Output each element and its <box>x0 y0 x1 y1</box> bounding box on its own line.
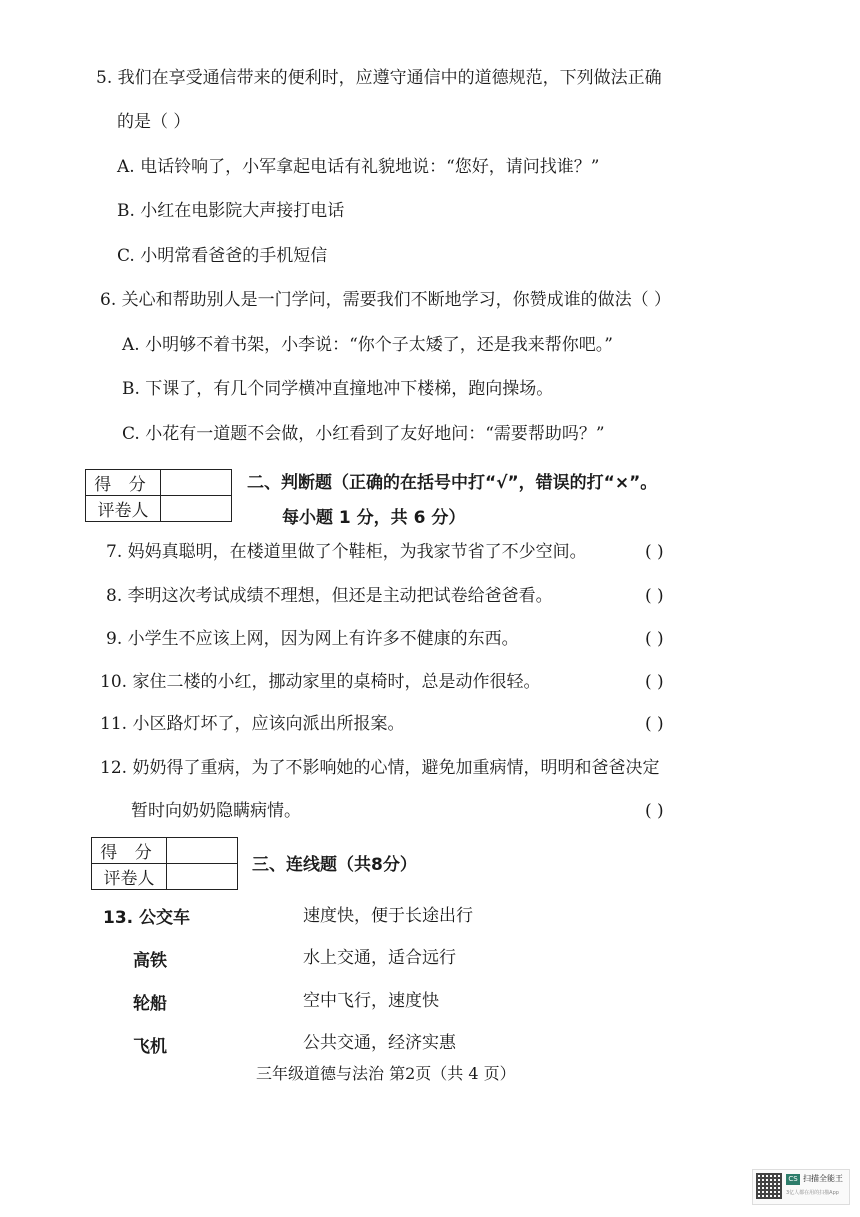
answer-paren-7[interactable]: ( ) <box>645 542 664 562</box>
score-box-section2 <box>85 469 232 522</box>
section2-title-line2: 每小题 1 分，共 6 分） <box>282 508 466 528</box>
judge-item-9: 9. 小学生不应该上网，因为网上有许多不健康的东西。 <box>106 629 519 649</box>
section2-title-line1: 二、判断题（正确的在括号中打“√”，错误的打“×”。 <box>247 473 658 493</box>
match-left-ship: 轮船 <box>133 994 167 1014</box>
answer-paren-8[interactable]: ( ) <box>645 586 664 606</box>
answer-paren-11[interactable]: ( ) <box>645 714 664 734</box>
q6-option-c: C. 小花有一道题不会做，小红看到了友好地问：“需要帮助吗？” <box>122 424 605 444</box>
cs-logo: CS <box>786 1174 800 1185</box>
scanner-badge <box>752 1169 850 1205</box>
page-footer: 三年级道德与法治 第2页（共 4 页） <box>256 1064 516 1083</box>
score-box-section3 <box>91 837 238 890</box>
judge-item-11: 11. 小区路灯坏了，应该向派出所报案。 <box>100 714 405 734</box>
grader-cell[interactable] <box>167 864 238 890</box>
q6-stem: 6. 关心和帮助别人是一门学问，需要我们不断地学习，你赞成谁的做法（ ） <box>100 290 672 310</box>
match-right-4: 公共交通，经济实惠 <box>303 1033 456 1053</box>
grader-cell[interactable] <box>161 496 232 522</box>
score-cell[interactable] <box>161 470 232 496</box>
q6-option-a: A. 小明够不着书架，小李说：“你个子太矮了，还是我来帮你吧。” <box>122 335 613 355</box>
grader-label: 评卷人 <box>92 864 167 890</box>
q6-option-b: B. 下课了，有几个同学横冲直撞地冲下楼梯，跑向操场。 <box>122 379 554 399</box>
match-right-1: 速度快，便于长途出行 <box>303 906 473 926</box>
match-left-bus: 13. 公交车 <box>103 908 191 928</box>
answer-paren-12[interactable]: ( ) <box>645 801 664 821</box>
grader-label: 评卷人 <box>86 496 161 522</box>
answer-paren-9[interactable]: ( ) <box>645 629 664 649</box>
match-left-hsr: 高铁 <box>133 951 167 971</box>
q5-option-b: B. 小红在电影院大声接打电话 <box>117 201 345 221</box>
judge-item-12: 12. 奶奶得了重病，为了不影响她的心情，避免加重病情，明明和爸爸决定 <box>100 758 660 778</box>
score-label: 得 分 <box>86 470 161 496</box>
qr-code-icon <box>756 1173 782 1199</box>
score-cell[interactable] <box>167 838 238 864</box>
judge-item-10: 10. 家住二楼的小红，挪动家里的桌椅时，总是动作很轻。 <box>100 672 541 692</box>
match-right-2: 水上交通，适合远行 <box>303 948 456 968</box>
score-label: 得 分 <box>92 838 167 864</box>
scanner-app-name: 扫描全能王 <box>803 1174 843 1183</box>
scanner-slogan: 3亿人都在用的扫描App <box>786 1190 839 1196</box>
judge-item-8: 8. 李明这次考试成绩不理想，但还是主动把试卷给爸爸看。 <box>106 586 553 606</box>
q5-option-c: C. 小明常看爸爸的手机短信 <box>117 246 328 266</box>
judge-item-12-line2: 暂时向奶奶隐瞒病情。 <box>131 801 301 821</box>
q5-stem-line1: 5. 我们在享受通信带来的便利时，应遵守通信中的道德规范，下列做法正确 <box>96 68 662 88</box>
match-left-plane: 飞机 <box>133 1037 167 1057</box>
answer-paren-10[interactable]: ( ) <box>645 672 664 692</box>
q5-stem-line2: 的是（ ） <box>117 112 191 132</box>
q5-option-a: A. 电话铃响了，小军拿起电话有礼貌地说：“您好，请问找谁？” <box>117 157 600 177</box>
match-right-3: 空中飞行，速度快 <box>303 991 439 1011</box>
judge-item-7: 7. 妈妈真聪明，在楼道里做了个鞋柜，为我家节省了不少空间。 <box>106 542 587 562</box>
section3-title: 三、连线题（共8分） <box>252 855 417 875</box>
